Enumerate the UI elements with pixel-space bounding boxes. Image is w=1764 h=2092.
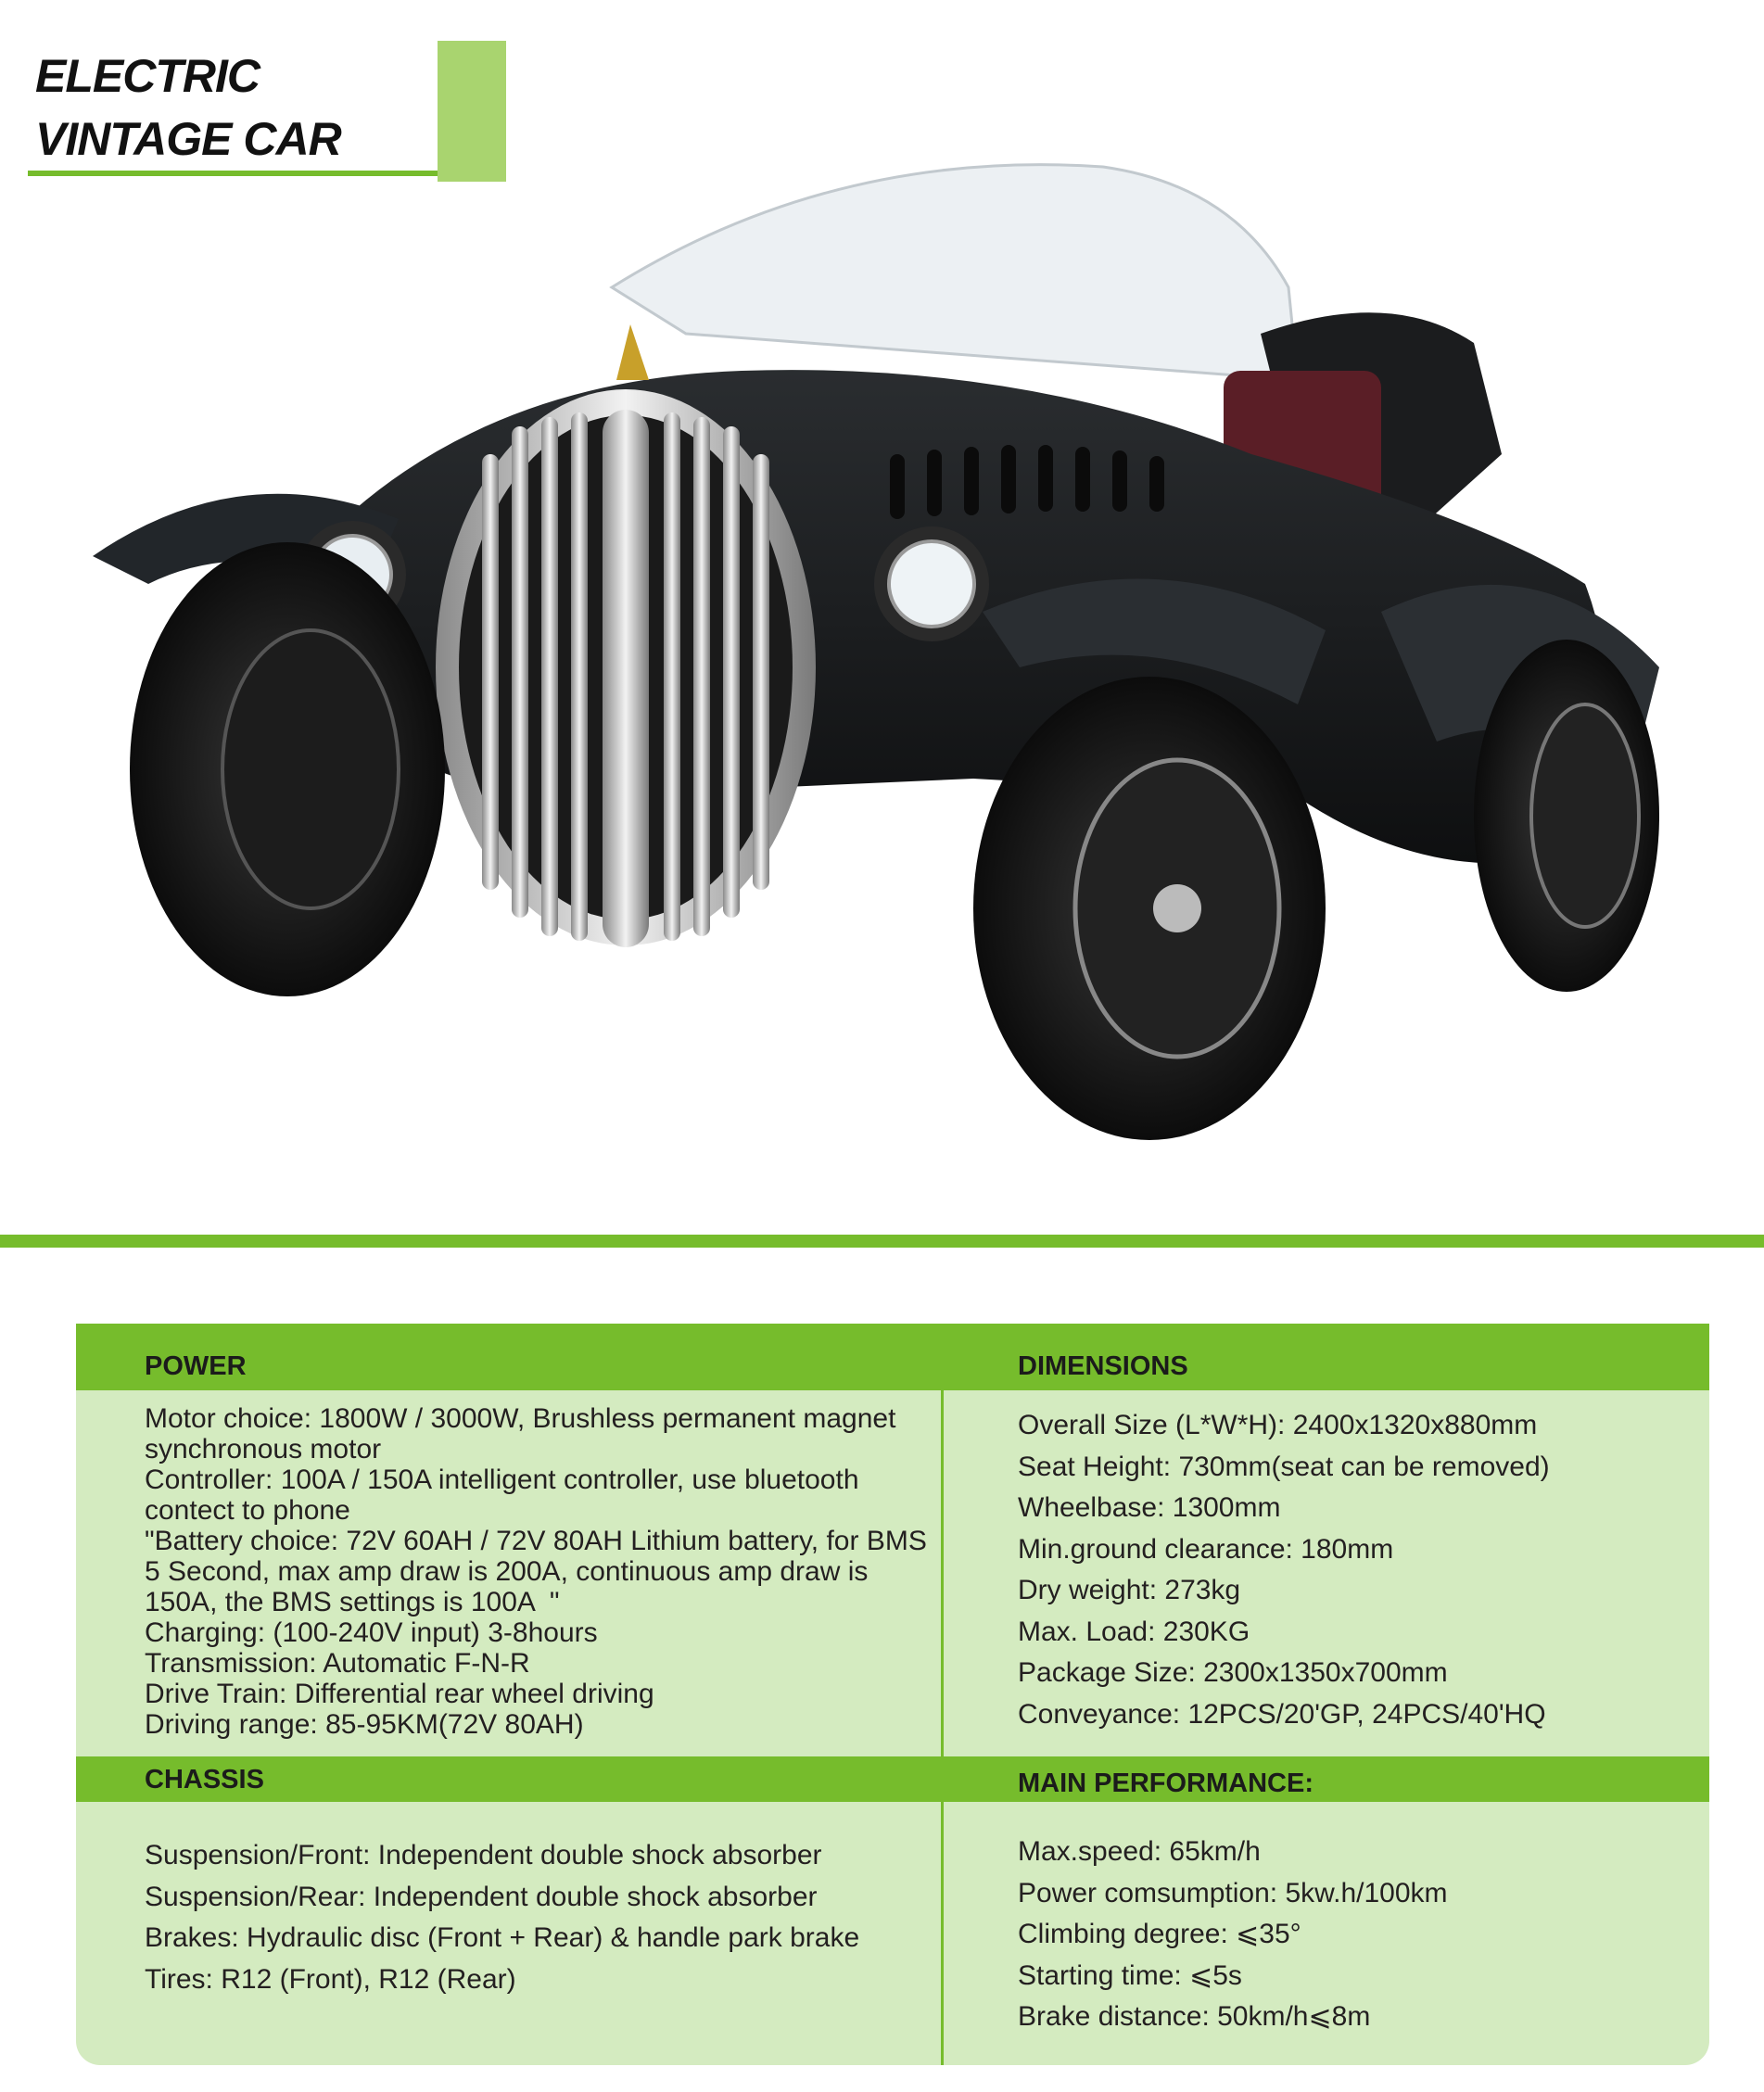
top-header-band <box>76 1324 1709 1390</box>
dimensions-item: Min.ground clearance: 180mm <box>1018 1533 1394 1565</box>
dimensions-item: Max. Load: 230KG <box>1018 1616 1250 1647</box>
title-line-1: ELECTRIC <box>35 50 260 102</box>
power-item: Controller: 100A / 150A intelligent controller, use bluetooth contect to phone <box>145 1464 867 1526</box>
chassis-heading: CHASSIS <box>145 1765 264 1794</box>
dimensions-item: Conveyance: 12PCS/20'GP, 24PCS/40'HQ <box>1018 1698 1546 1730</box>
dimensions-item: Wheelbase: 1300mm <box>1018 1492 1281 1523</box>
section-divider <box>0 1235 1764 1248</box>
power-item: Charging: (100-240V input) 3-8hours <box>145 1617 598 1648</box>
performance-item: Climbing degree: ⩽35° <box>1018 1919 1301 1949</box>
dimensions-item: Seat Height: 730mm(seat can be removed) <box>1018 1451 1550 1482</box>
power-item: "Battery choice: 72V 60AH / 72V 80AH Lithium battery, for BMS 5 Second, max amp draw is 200A, continuous amp draw is 150A, the BMS settings is 100A " <box>145 1526 935 1617</box>
chassis-item: Suspension/Front: Independent double shock absorber <box>145 1840 822 1870</box>
windshield <box>612 165 1298 380</box>
dimensions-item: Dry weight: 273kg <box>1018 1575 1241 1605</box>
power-item: Motor choice: 1800W / 3000W, Brushless permanent magnet synchronous motor <box>145 1403 904 1464</box>
performance-heading: MAIN PERFORMANCE: <box>1018 1769 1313 1798</box>
dimensions-list <box>1018 1405 1685 1735</box>
chassis-list <box>145 1835 942 2000</box>
performance-item: Max.speed: 65km/h <box>1018 1836 1261 1867</box>
power-item: Driving range: 85-95KM(72V 80AH) <box>145 1709 584 1740</box>
middle-header-band <box>76 1756 1709 1802</box>
power-heading: POWER <box>145 1351 247 1381</box>
chassis-item: Tires: R12 (Front), R12 (Rear) <box>145 1963 516 1995</box>
spec-panel <box>76 1324 1709 2065</box>
chassis-item: Brakes: Hydraulic disc (Front + Rear) & handle park brake <box>145 1922 860 1953</box>
power-item: Drive Train: Differential rear wheel driving <box>145 1679 654 1709</box>
chassis-item: Suspension/Rear: Independent double shock absorber <box>145 1881 818 1912</box>
power-list <box>145 1403 942 1740</box>
dimensions-item: Package Size: 2300x1350x700mm <box>1018 1657 1448 1688</box>
dimensions-heading: DIMENSIONS <box>1018 1351 1188 1381</box>
hood-mascot <box>616 324 649 380</box>
car-photo <box>93 148 1669 1149</box>
grille-bars <box>482 410 769 947</box>
dimensions-item: Overall Size (L*W*H): 2400x1320x880mm <box>1018 1410 1538 1440</box>
power-item: Transmission: Automatic F-N-R <box>145 1648 530 1679</box>
performance-item: Brake distance: 50km/h⩽8m <box>1018 2001 1371 2032</box>
performance-item: Power comsumption: 5kw.h/100km <box>1018 1877 1448 1908</box>
performance-list <box>1018 1832 1685 2038</box>
performance-item: Starting time: ⩽5s <box>1018 1959 1242 1991</box>
title-line-2: VINTAGE CAR <box>35 113 341 165</box>
